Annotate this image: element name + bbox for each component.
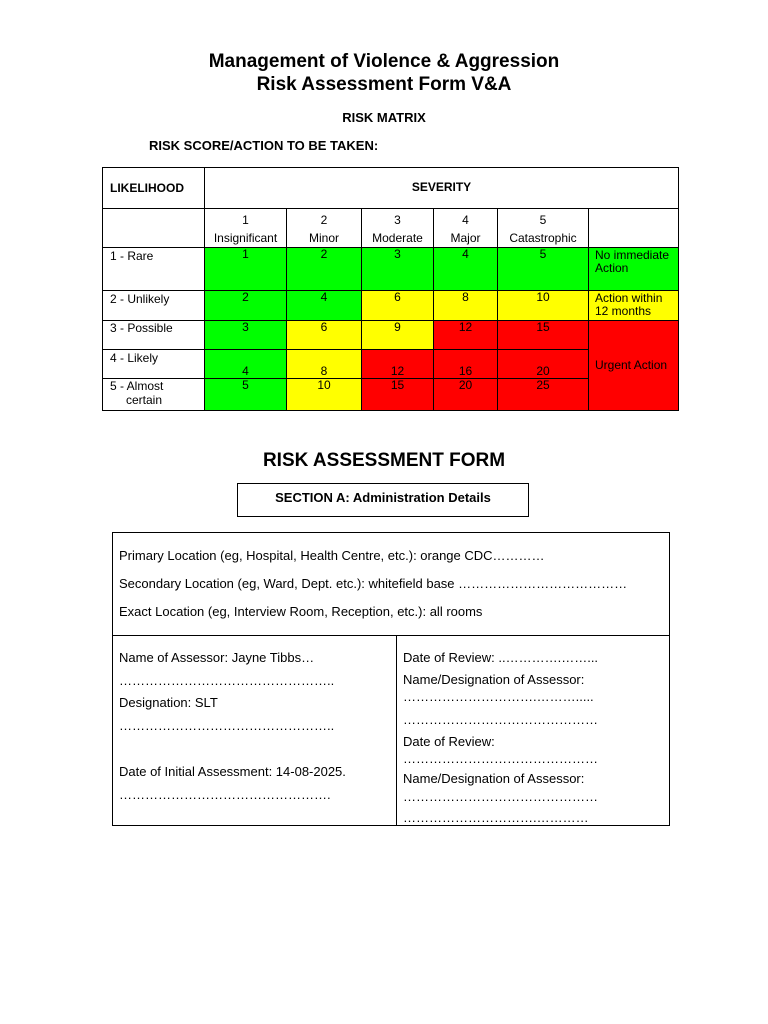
dotted-line[interactable]: ……………………………………… — [403, 789, 598, 804]
risk-score-cell: 20 — [498, 350, 589, 379]
severity-level-2: 2 Minor — [287, 209, 362, 248]
risk-score-cell: 5 — [498, 248, 589, 291]
severity-level-1: 1 Insignificant — [205, 209, 287, 248]
risk-score-cell: 8 — [287, 350, 362, 379]
risk-score-cell: 4 — [287, 291, 362, 321]
document-title-line2: Risk Assessment Form V&A — [256, 74, 512, 95]
section-a-heading: SECTION A: Administration Details — [237, 483, 529, 517]
dotted-line: …………………………………………. — [119, 787, 331, 802]
risk-score-cell: 6 — [362, 291, 434, 321]
risk-score-cell: 4 — [205, 350, 287, 379]
likelihood-row-label: 5 - Almost certain — [103, 379, 205, 411]
risk-score-cell: 10 — [498, 291, 589, 321]
dotted-line[interactable]: ………………………….………… — [403, 810, 589, 825]
risk-score-cell: 12 — [434, 321, 498, 350]
dotted-line[interactable]: ……………………………………… — [403, 751, 598, 766]
likelihood-header: LIKELIHOOD — [103, 168, 205, 209]
risk-score-cell: 9 — [362, 321, 434, 350]
action-within-12-months: Action within 12 months — [589, 291, 679, 321]
severity-level-3: 3 Moderate — [362, 209, 434, 248]
likelihood-row-label: 1 - Rare — [103, 248, 205, 291]
risk-score-cell: 15 — [362, 379, 434, 411]
dotted-line: ………………………………………….. — [119, 718, 335, 733]
review-date-field-1[interactable]: Date of Review: ..………….……... — [403, 650, 599, 665]
risk-score-cell: 3 — [362, 248, 434, 291]
likelihood-row-label: 3 - Possible — [103, 321, 205, 350]
dotted-line: ………………………………………….. — [119, 673, 335, 688]
designation-field[interactable]: Designation: SLT — [119, 695, 218, 710]
risk-score-cell: 3 — [205, 321, 287, 350]
column-divider — [396, 635, 397, 825]
risk-score-cell: 1 — [205, 248, 287, 291]
exact-location-field[interactable]: Exact Location (eg, Interview Room, Reception, etc.): all rooms — [119, 604, 483, 619]
review-date-field-2[interactable]: Date of Review: — [403, 734, 495, 749]
administration-details-box — [112, 532, 670, 826]
risk-matrix-heading: RISK MATRIX — [342, 110, 426, 125]
primary-location-field[interactable]: Primary Location (eg, Hospital, Health Centre, etc.): orange CDC………… — [119, 548, 545, 563]
dotted-line[interactable]: ……………………………………… — [403, 712, 598, 727]
risk-score-cell: 12 — [362, 350, 434, 379]
risk-score-cell: 10 — [287, 379, 362, 411]
likelihood-row-label: 2 - Unlikely — [103, 291, 205, 321]
risk-score-cell: 20 — [434, 379, 498, 411]
severity-level-4: 4 Major — [434, 209, 498, 248]
assessor-name-field[interactable]: Name of Assessor: Jayne Tibbs… — [119, 650, 315, 665]
location-details — [113, 533, 669, 636]
severity-level-5: 5 Catastrophic — [498, 209, 589, 248]
action-urgent: Urgent Action — [589, 321, 679, 411]
assessor-designation-label-2: Name/Designation of Assessor: — [403, 771, 585, 786]
action-no-immediate: No immediate Action — [589, 248, 679, 291]
risk-score-cell: 8 — [434, 291, 498, 321]
risk-score-cell: 4 — [434, 248, 498, 291]
empty-cell — [103, 209, 205, 248]
assessor-designation-label-1: Name/Designation of Assessor: — [403, 672, 585, 687]
dotted-line[interactable]: ………………………….………..... — [403, 689, 594, 704]
risk-score-cell: 6 — [287, 321, 362, 350]
risk-score-cell: 2 — [287, 248, 362, 291]
risk-score-cell: 15 — [498, 321, 589, 350]
risk-score-cell: 5 — [205, 379, 287, 411]
initial-assessment-date-field[interactable]: Date of Initial Assessment: 14-08-2025. — [119, 764, 346, 779]
severity-header: SEVERITY — [205, 168, 679, 209]
risk-score-heading: RISK SCORE/ACTION TO BE TAKEN: — [149, 138, 379, 153]
likelihood-row-label: 4 - Likely — [103, 350, 205, 379]
empty-cell — [589, 209, 679, 248]
secondary-location-field[interactable]: Secondary Location (eg, Ward, Dept. etc.): whitefield base ………………………………… — [119, 576, 628, 591]
risk-score-cell: 16 — [434, 350, 498, 379]
document-title-line1: Management of Violence & Aggression — [208, 51, 560, 72]
risk-score-cell: 2 — [205, 291, 287, 321]
risk-score-cell: 25 — [498, 379, 589, 411]
risk-assessment-form-title: RISK ASSESSMENT FORM — [262, 450, 506, 471]
risk-matrix-table — [102, 167, 679, 411]
